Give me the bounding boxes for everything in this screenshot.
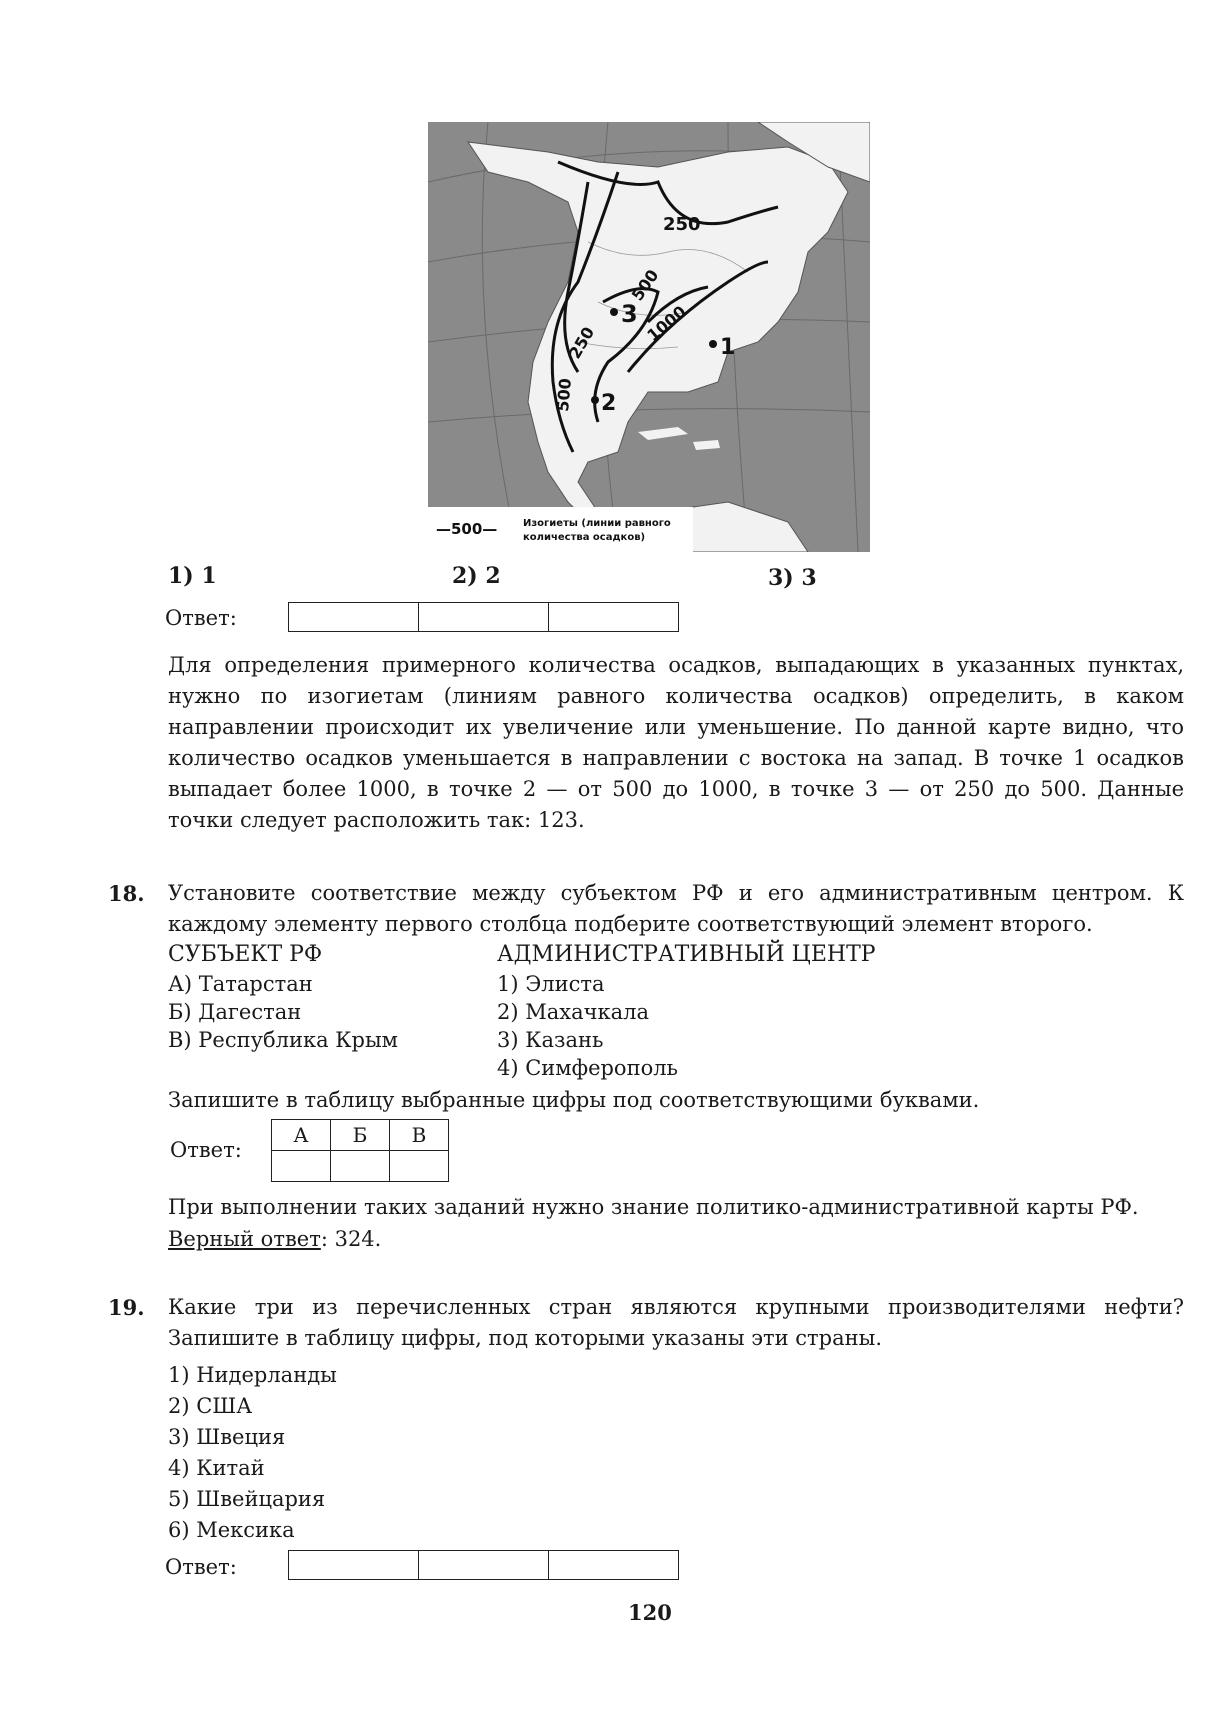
answer-boxes[interactable] [288, 1550, 679, 1580]
answer-label: Ответ: [165, 1555, 237, 1579]
answer-cell[interactable] [272, 1151, 331, 1182]
option-3: 3) 3 [768, 565, 817, 591]
question-text: Какие три из перечисленных стран являются крупными производителями нефти? Запишите в таблицу цифры, под которыми указаны эти страны. [168, 1295, 1184, 1350]
page-number: 120 [628, 1600, 672, 1625]
map-point-1: 1 [720, 335, 736, 360]
instruction-text: Запишите в таблицу выбранные цифры под соответствующими буквами. [168, 1088, 980, 1112]
col2-list [497, 970, 678, 1082]
legend-line: —500— [436, 520, 498, 538]
list-item: 1) Элиста [497, 972, 605, 996]
list-item: В) Республика Крым [168, 1028, 399, 1052]
answer-cell[interactable] [419, 603, 549, 631]
isoline-label: 1000 [643, 301, 690, 346]
table-header-b: Б [331, 1120, 390, 1151]
map-point-2: 2 [601, 391, 617, 416]
correct-answer [168, 1224, 381, 1255]
list-item: 3) Швеция [168, 1425, 286, 1449]
legend-text: количества осадков) [523, 532, 646, 543]
answer-cell[interactable] [289, 603, 419, 631]
explanation-text: При выполнении таких заданий нужно знание политико-административной карты РФ. [168, 1195, 1139, 1219]
option-2: 2) 2 [452, 563, 501, 589]
isoline-label: 500 [553, 377, 575, 413]
table-header-v: В [390, 1120, 449, 1151]
answer-table[interactable] [271, 1119, 449, 1182]
correct-value: : 324. [320, 1227, 382, 1251]
list-item: 4) Китай [168, 1456, 265, 1480]
legend-text: Изогиеты (линии равного [523, 518, 671, 529]
col1-list [168, 970, 398, 1054]
list-item: 2) Махачкала [497, 1000, 650, 1024]
map-point-3: 3 [621, 300, 638, 328]
col1-header: СУБЪЕКТ РФ [168, 942, 323, 967]
answer-cell[interactable] [419, 1551, 549, 1579]
list-item: 3) Казань [497, 1028, 604, 1052]
list-item: Б) Дагестан [168, 1000, 302, 1024]
option-1: 1) 1 [168, 563, 217, 589]
answer-cell[interactable] [390, 1151, 449, 1182]
question-number: 18. [108, 881, 145, 906]
country-list [168, 1360, 337, 1546]
isoline-label: 500 [627, 266, 663, 305]
answer-cell[interactable] [549, 603, 678, 631]
question-number: 19. [108, 1295, 145, 1320]
list-item: 6) Мексика [168, 1518, 295, 1542]
question-text: Установите соответствие между субъектом РФ и его административным центром. К каждому элементу первого столбца подберите соответствующий элемент второго. [168, 881, 1184, 936]
list-item: А) Татарстан [168, 972, 313, 996]
table-header-a: А [272, 1120, 331, 1151]
list-item: 5) Швейцария [168, 1487, 326, 1511]
list-item: 4) Симферополь [497, 1056, 678, 1080]
isoline-label: 250 [565, 323, 599, 362]
list-item: 1) Нидерланды [168, 1363, 337, 1387]
answer-cell[interactable] [331, 1151, 390, 1182]
list-item: 2) США [168, 1394, 253, 1418]
precipitation-map [428, 122, 870, 552]
correct-label: Верный ответ [168, 1227, 321, 1251]
answer-cell[interactable] [549, 1551, 678, 1579]
col2-header: АДМИНИСТРАТИВНЫЙ ЦЕНТР [497, 942, 876, 967]
answer-cell[interactable] [289, 1551, 419, 1579]
answer-label: Ответ: [170, 1138, 242, 1162]
answer-boxes[interactable] [288, 602, 679, 632]
answer-label: Ответ: [165, 606, 237, 630]
explanation-text: Для определения примерного количества осадков, выпадающих в указанных пунктах, нужно по изогиетам (линиям равного количества осадков) определить, в каком направлении происходит их увеличение или уменьшение. По данной карте видно, что количество осадков уменьшается в направлении с востока на запад. В точке 1 осадков выпадает более 1000, в точке 2 — от 500 до 1000, в точке 3 — от 250 до 500. Данные точки следует расположить так: 123. [168, 653, 1184, 832]
isoline-label: 250 [663, 214, 701, 235]
